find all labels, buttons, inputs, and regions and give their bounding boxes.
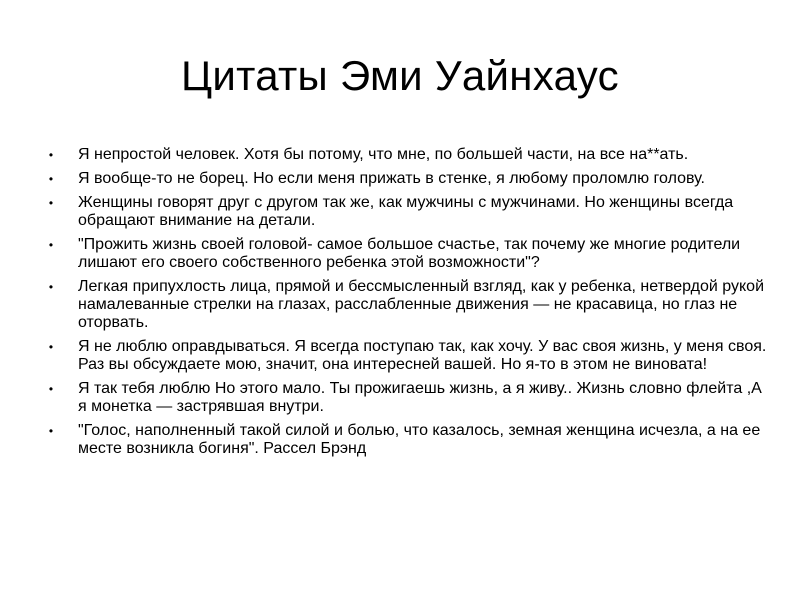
quote-text: Женщины говорят друг с другом так же, как мужчины с мужчинами. Но женщины всегда обращают внимание на детали.	[78, 194, 734, 229]
list-item	[48, 380, 768, 416]
list-item	[48, 194, 768, 230]
list-item	[48, 170, 768, 188]
quote-text: Я так тебя люблю Но этого мало. Ты прожигаешь жизнь, а я живу.. Жизнь словно флейта ,А я монетка — застрявшая внутри.	[78, 380, 762, 415]
list-item	[48, 236, 768, 272]
quote-text: Я вообще-то не борец. Но если меня прижать в стенке, я любому проломлю голову.	[78, 170, 705, 187]
quote-text: Легкая припухлость лица, прямой и бессмысленный взгляд, как у ребенка, нетвердой рукой намалеванные стрелки на глазах, расслабленные движения — не красавица, но глаз не оторвать.	[78, 278, 765, 331]
list-item	[48, 422, 768, 458]
slide-title: Цитаты Эми Уайнхаус	[181, 52, 619, 99]
bullet-icon: •	[48, 340, 54, 354]
bullet-icon: •	[48, 280, 54, 294]
quote-text: Я непростой человек. Хотя бы потому, что мне, по большей части, на все на**ать.	[78, 146, 689, 163]
quote-text: "Голос, наполненный такой силой и болью, что казалось, земная женщина исчезла, а на ее месте возникла богиня". Рассел Брэнд	[78, 422, 761, 457]
bullet-icon: •	[48, 148, 54, 162]
list-item	[48, 146, 768, 164]
bullet-icon: •	[48, 196, 54, 210]
bullet-icon: •	[48, 382, 54, 396]
bullet-icon: •	[48, 238, 54, 252]
list-item	[48, 338, 768, 374]
quote-text: Я не люблю оправдываться. Я всегда поступаю так, как хочу. У вас своя жизнь, у меня своя. Раз вы обсуждаете мою, значит, она интересней вашей. Но я-то в этом не виновата!	[78, 338, 767, 373]
bullet-icon: •	[48, 172, 54, 186]
quote-text: "Прожить жизнь своей головой- самое большое счастье, так почему же многие родители лишают его своего собственного ребенка этой возможности"?	[78, 236, 741, 271]
list-item	[48, 278, 768, 332]
quote-list	[48, 146, 768, 464]
bullet-icon: •	[48, 424, 54, 438]
